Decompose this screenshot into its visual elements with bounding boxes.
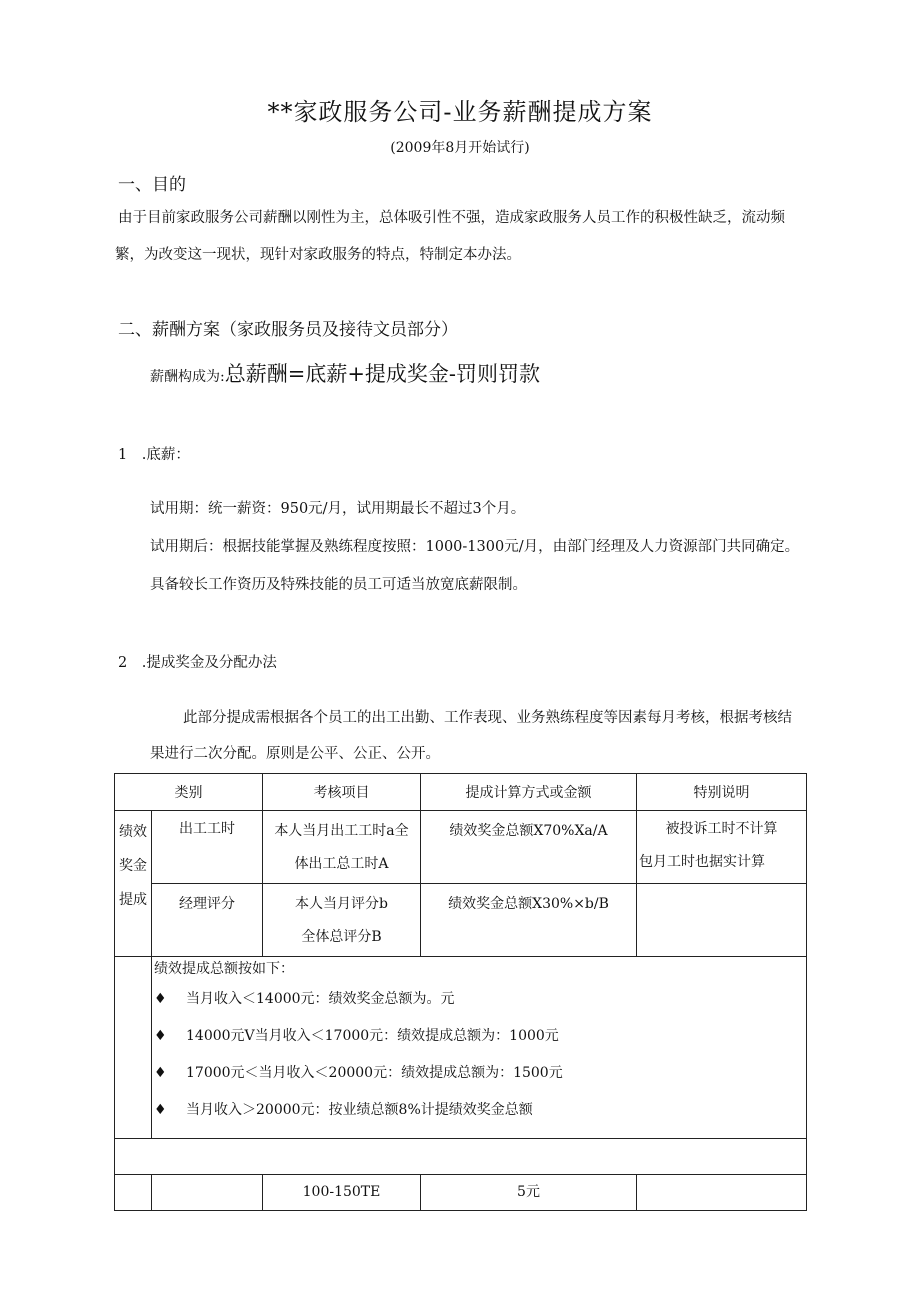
post-probation-salary-line: 试用期后：根据技能掌握及熟练程度按照：1000-1300元/月，由部门经理及人力资源部门共同确定。	[150, 539, 800, 555]
last-row-amount: 5元	[421, 1175, 637, 1211]
item-line: 本人当月评分b	[295, 896, 388, 912]
table-row	[115, 811, 807, 884]
list-item: ♦ 当月收入＜14000元：绩效奖金总额为。元	[152, 981, 806, 1018]
totals-rules-cell	[152, 957, 807, 1139]
section1-paragraph-line2: 繁，为改变这一现状，现针对家政服务的特点，特制定本办法。	[115, 247, 521, 263]
last-row-item: 100-150TE	[263, 1175, 421, 1211]
commission-table	[114, 773, 807, 1211]
item-line: 体出工总工时A	[294, 856, 389, 872]
totals-intro: 绩效提成总额按如下：	[154, 961, 294, 977]
formula-text: 总薪酬=底薪+提成奖金-罚则罚款	[224, 362, 541, 386]
blank-cell	[637, 1175, 807, 1211]
section2-heading: 二、薪酬方案（家政服务员及接待文员部分）	[118, 320, 458, 340]
category-line: 奖金	[119, 858, 147, 874]
commission-heading: 2 .提成奖金及分配办法	[118, 655, 277, 671]
calc-work-hours: 绩效奖金总额X70%Xa/A	[421, 811, 637, 884]
formula-label: 薪酬构成为:	[150, 369, 225, 385]
note-line: 被投诉工时不计算	[665, 821, 778, 837]
diamond-bullet-icon: ♦	[154, 1102, 167, 1118]
page-subtitle: (2009年8月开始试行)	[390, 140, 530, 156]
item-work-hours	[263, 811, 421, 884]
special-skill-salary-line: 具备较长工作资历及特殊技能的员工可适当放宽底薪限制。	[150, 577, 527, 593]
probation-salary-line: 试用期：统一薪资：950元/月，试用期最长不超过3个月。	[150, 501, 526, 517]
list-item: ♦ 14000元V当月收入＜17000元：绩效提成总额为：1000元	[152, 1018, 806, 1055]
section1-paragraph-line1: 由于目前家政服务公司薪酬以刚性为主，总体吸引性不强，造成家政服务人员工作的积极性缺乏，流动频	[118, 210, 785, 226]
table-header-row	[115, 774, 807, 811]
commission-paragraph-line2: 果进行二次分配。原则是公平、公正、公开。	[150, 746, 440, 762]
commission-paragraph-line1: 此部分提成需根据各个员工的出工出勤、工作表现、业务熟练程度等因素每月考核，根据考核结	[183, 710, 792, 726]
header-calculation: 提成计算方式或金额	[421, 774, 637, 811]
calc-manager-score: 绩效奖金总额X30%×b/B	[421, 884, 637, 957]
empty-row-cell	[115, 1139, 807, 1175]
table-row	[115, 1175, 807, 1211]
diamond-bullet-icon: ♦	[154, 991, 167, 1007]
note-work-hours	[637, 811, 807, 884]
page-title: **家政服务公司-业务薪酬提成方案	[267, 98, 653, 126]
header-special-note: 特别说明	[637, 774, 807, 811]
category-performance-bonus	[115, 811, 152, 957]
item-line: 全体总评分B	[301, 929, 382, 945]
item-line: 本人当月出工工时a全	[274, 823, 409, 839]
sub-category-work-hours: 出工工时	[152, 811, 263, 884]
table-row-empty	[115, 1139, 807, 1175]
header-assessment-item: 考核项目	[263, 774, 421, 811]
list-item: ♦ 17000元＜当月收入＜20000元：绩效提成总额为：1500元	[152, 1055, 806, 1092]
section1-heading: 一、目的	[118, 175, 186, 195]
header-category: 类别	[115, 774, 263, 811]
blank-cell	[115, 1175, 152, 1211]
base-salary-heading: 1 .底薪：	[118, 447, 190, 463]
item-manager-score	[263, 884, 421, 957]
note-manager-score	[637, 884, 807, 957]
blank-cell	[115, 957, 152, 1139]
salary-formula	[150, 358, 540, 388]
note-line: 包月工时也据实计算	[639, 854, 765, 870]
table-row	[115, 957, 807, 1139]
sub-category-manager-score: 经理评分	[152, 884, 263, 957]
table-row	[115, 884, 807, 957]
category-line: 绩效	[119, 824, 147, 840]
blank-cell	[152, 1175, 263, 1211]
list-item: ♦ 当月收入＞20000元：按业绩总额8%计提绩效奖金总额	[152, 1092, 806, 1129]
diamond-bullet-icon: ♦	[154, 1065, 167, 1081]
diamond-bullet-icon: ♦	[154, 1028, 167, 1044]
category-line: 提成	[119, 892, 147, 908]
